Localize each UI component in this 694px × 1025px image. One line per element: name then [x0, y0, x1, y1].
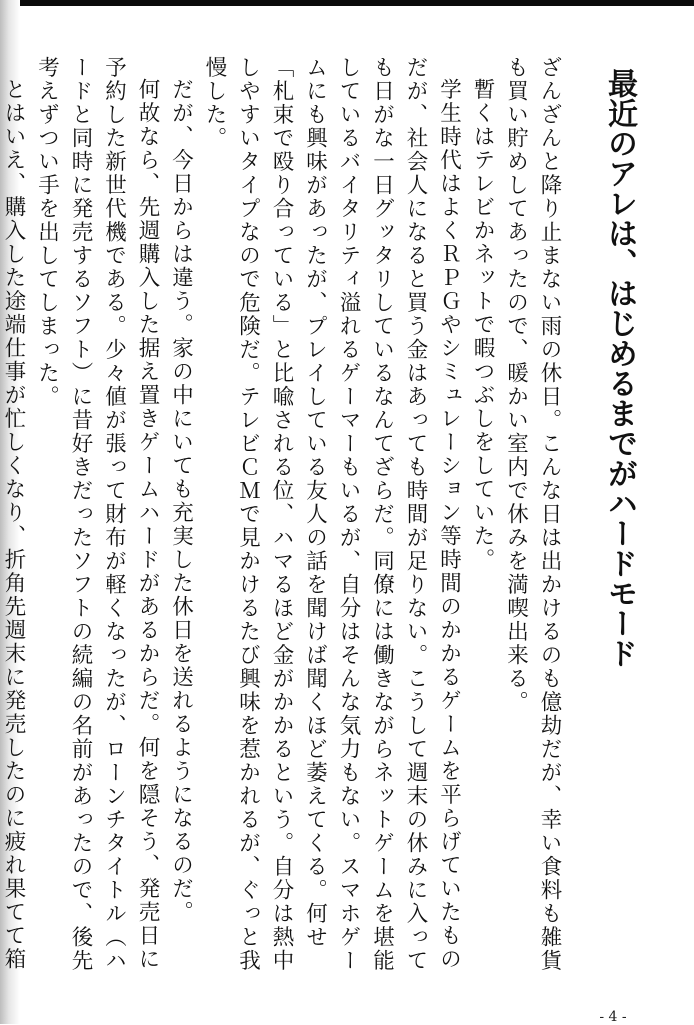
- paragraph: ざんざんと降り止まない雨の休日。こんな日は出かけるのも億劫だが、幸い食料も雑貨も買い貯めしてあったので、暖かい室内で休みを満喫出来る。: [503, 56, 562, 973]
- paragraph: 暫くはテレビかネットで暇つぶしをしていた。: [470, 77, 495, 571]
- paragraph: 学生時代はよくＲＰＧやシミュレーション等時間のかかるゲームを平らげていたものだが、社会人になると買う金はあっても時間が足りない。こうして週末の休みに入っても日がな一日グッタリしているなんてざらだ。同僚には働きながらネットゲームを堪能しているバイタリティ溢れるゲーマーもいるが、自分はそんな気力もない。スマホゲームにも興味があったが、プレイしている友人の話を聞けば聞くほど萎えてくる。何せ「札束で殴り合っている」と比喩される位、ハマるほど金がかかるという。自分は熱中しやすいタイプなので危険だ。テレビＣＭで見かけるたび興味を惹かれるが、ぐっと我慢した。: [202, 56, 462, 973]
- paragraph: 何故なら、先週購入した据え置きゲームハードがあるからだ。何を隠そう、発売日に予約した新世代機である。少々値が張って財布が軽くなったが、ローンチタイトル（ハードと同時に発売するソフト）に昔好きだったソフトの続編の名前があったので、後先考えずつい手を出してしまった。: [34, 56, 160, 973]
- article-body: [1, 56, 566, 976]
- scan-top-border: [0, 0, 694, 6]
- paragraph: とはいえ、購入した途端仕事が忙しくなり、折角先週末に発売したのに疲れ果てて箱: [1, 77, 26, 971]
- page-number: - 4 -: [599, 1009, 627, 1025]
- page-title: 最近のアレは、はじめるまでがハードモード: [602, 68, 637, 668]
- paragraph: だが、今日からは違う。家の中にいても充実した休日を送れるようになるのだ。: [168, 77, 194, 924]
